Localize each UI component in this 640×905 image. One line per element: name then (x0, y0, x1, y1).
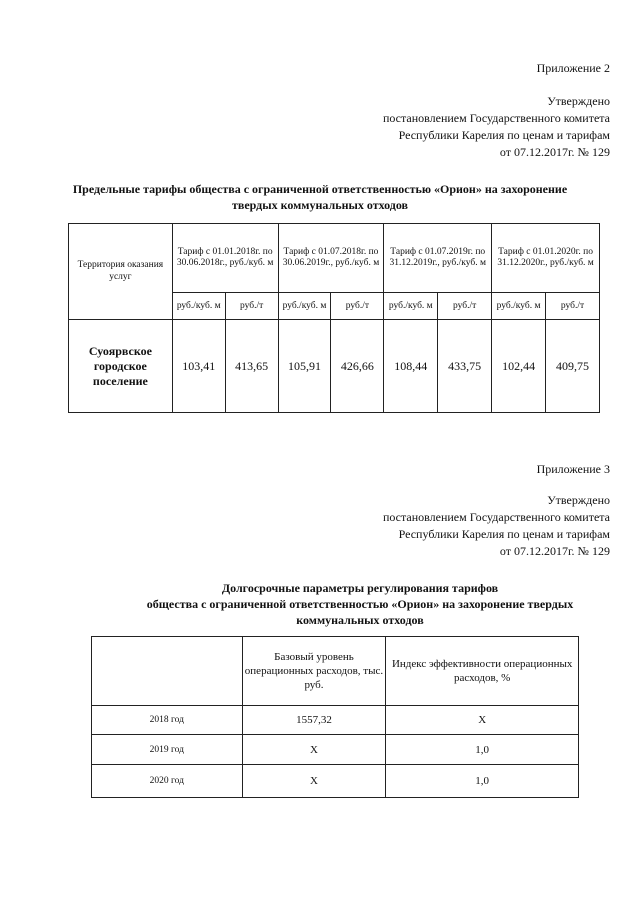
approval-line: Республики Карелия по ценам и тарифам (398, 527, 610, 541)
unit-t: руб./т (546, 293, 600, 320)
efficiency-index-value: 1,0 (386, 735, 579, 765)
base-cost-value: 1557,32 (242, 706, 386, 735)
year-cell: 2019 год (92, 735, 243, 765)
approval-line: от 07.12.2017г. № 129 (499, 145, 610, 159)
period-header: Тариф с 01.01.2018г. по 30.06.2018г., руб./куб. м (172, 224, 278, 293)
parameters-table (91, 636, 579, 798)
appendix3-title: Долгосрочные параметры регулирования тарифов общества с ограниченной ответственностью «Орион» на захоронение твердых коммунальных отходов (146, 581, 574, 627)
appendix2-approval (383, 93, 610, 161)
tariff-value: 413,65 (225, 320, 278, 413)
appendix2-title: Предельные тарифы общества с ограниченной ответственностью «Орион» на захоронение твердых коммунальных отходов (72, 182, 568, 212)
territory-header: Территория оказания услуг (69, 224, 173, 320)
empty-header (92, 637, 243, 706)
tariff-value: 426,66 (331, 320, 384, 413)
tariff-value: 102,44 (492, 320, 546, 413)
tariff-value: 103,41 (172, 320, 225, 413)
year-cell: 2018 год (92, 706, 243, 735)
approval-line: Утверждено (547, 493, 610, 507)
approval-line: постановлением Государственного комитета (382, 111, 610, 125)
tariff-table (68, 223, 600, 413)
efficiency-index-header: Индекс эффективности операционных расходов, % (386, 637, 579, 706)
base-cost-value: Х (242, 735, 386, 765)
appendix3-label: Приложение 3 (536, 462, 610, 476)
approval-line: постановлением Государственного комитета (382, 510, 610, 524)
tariff-value: 433,75 (438, 320, 492, 413)
year-cell: 2020 год (92, 765, 243, 798)
territory-cell: Суоярвское городское поселение (69, 320, 173, 413)
appendix2-label: Приложение 2 (536, 61, 610, 75)
approval-line: Республики Карелия по ценам и тарифам (398, 128, 610, 142)
appendix3-approval (383, 492, 610, 560)
tariff-value: 108,44 (384, 320, 438, 413)
period-header: Тариф с 01.07.2018г. по 30.06.2019г., руб./куб. м (278, 224, 384, 293)
approval-line: от 07.12.2017г. № 129 (499, 544, 610, 558)
period-header: Тариф с 01.07.2019г. по 31.12.2019г., руб./куб. м (384, 224, 492, 293)
efficiency-index-value: Х (386, 706, 579, 735)
base-cost-header: Базовый уровень операционных расходов, тыс. руб. (242, 637, 386, 706)
unit-m3: руб./куб. м (384, 293, 438, 320)
unit-m3: руб./куб. м (172, 293, 225, 320)
unit-t: руб./т (331, 293, 384, 320)
efficiency-index-value: 1,0 (386, 765, 579, 798)
tariff-value: 409,75 (546, 320, 600, 413)
base-cost-value: Х (242, 765, 386, 798)
unit-m3: руб./куб. м (492, 293, 546, 320)
unit-m3: руб./куб. м (278, 293, 331, 320)
unit-t: руб./т (438, 293, 492, 320)
unit-t: руб./т (225, 293, 278, 320)
period-header: Тариф с 01.01.2020г. по 31.12.2020г., руб./куб. м (492, 224, 600, 293)
tariff-value: 105,91 (278, 320, 331, 413)
approval-line: Утверждено (547, 94, 610, 108)
